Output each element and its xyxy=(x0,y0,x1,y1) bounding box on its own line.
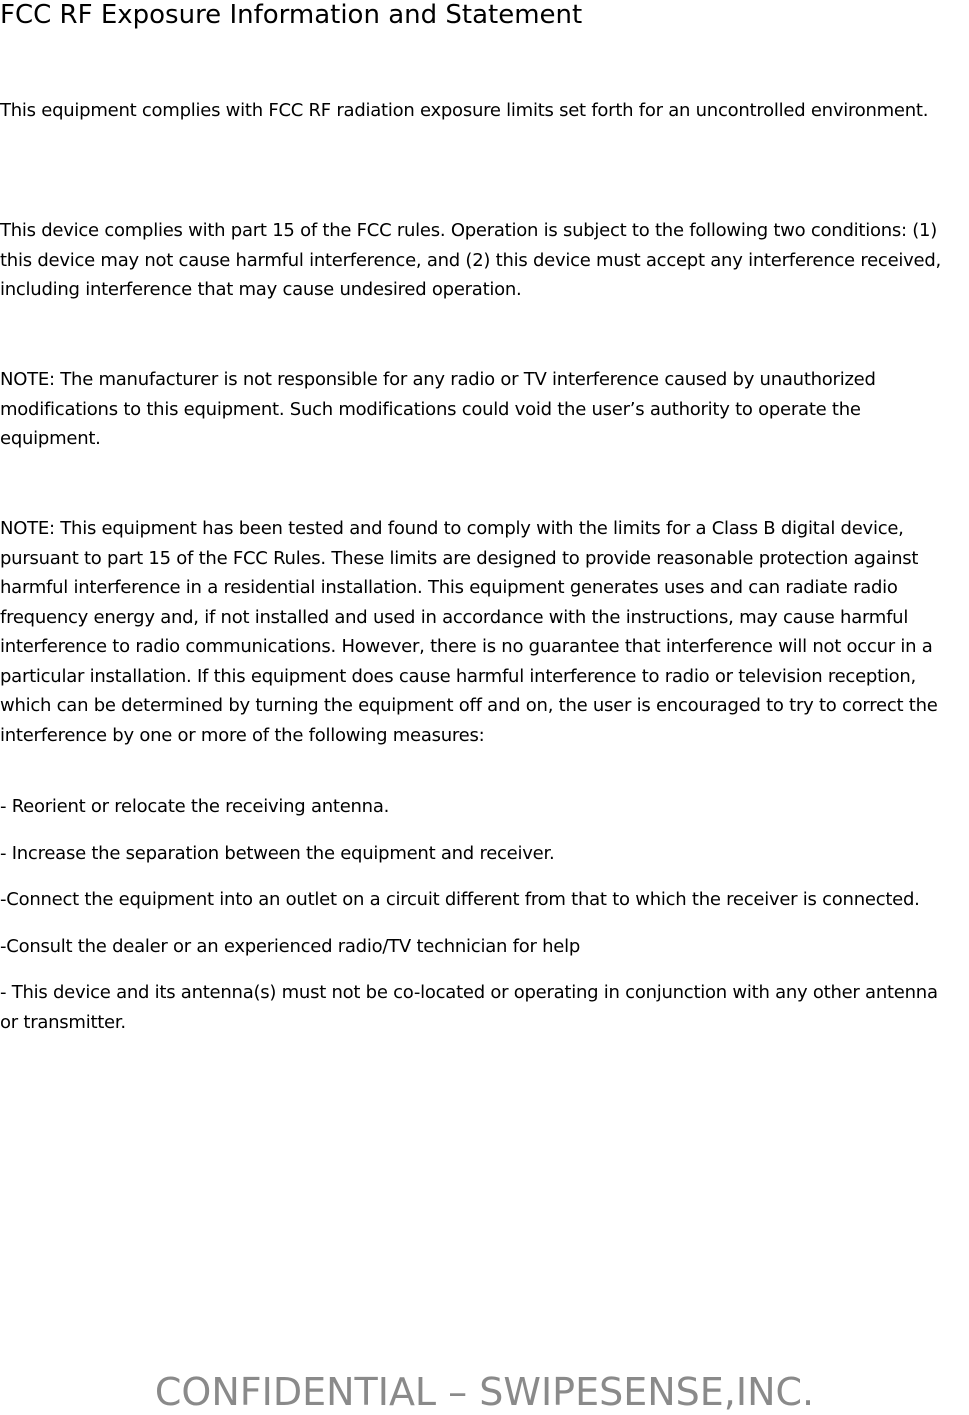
list-item: - Increase the separation between the equipment and receiver. xyxy=(0,842,555,864)
page-title: FCC RF Exposure Information and Statement xyxy=(0,0,583,30)
list-item: -Connect the equipment into an outlet on a circuit different from that to which the receiver is connected. xyxy=(0,889,920,910)
class-b-note-paragraph: NOTE: This equipment has been tested and found to comply with the limits for a Class B digital device, pursuant to part 15 of the FCC Rules. These limits are designed to provide reasonable protection against harmful interference in a residential installation. This equipment generates uses and can radiate radio frequency energy and, if not installed and used in accordance with the instructions, may cause harmful interference to radio communications. However, there is no guarantee that interference will not occur in a particular installation. If this equipment does cause harmful interference to radio or television reception, which can be determined by turning the equipment off and on, the user is encouraged to try to correct the interference by one or more of the following measures: xyxy=(0,518,938,746)
modifications-note-paragraph: NOTE: The manufacturer is not responsible for any radio or TV interference caused by unauthorized modifications to this equipment. Such modifications could void the user’s authority to operate the equipment. xyxy=(0,369,876,449)
list-item: - This device and its antenna(s) must not be co-located or operating in conjunction with any other antenna or transmitter. xyxy=(0,982,938,1033)
list-item: -Consult the dealer or an experienced radio/TV technician for help xyxy=(0,935,580,957)
part15-conditions-paragraph: This device complies with part 15 of the FCC rules. Operation is subject to the following two conditions: (1) this device may not cause harmful interference, and (2) this device must accept any interference received, including interference that may cause undesired operation. xyxy=(0,220,942,300)
list-item: - Reorient or relocate the receiving antenna. xyxy=(0,796,390,817)
exposure-compliance-paragraph: This equipment complies with FCC RF radiation exposure limits set forth for an uncontrolled environment. xyxy=(0,100,929,121)
measures-list xyxy=(0,792,960,1054)
confidential-footer: CONFIDENTIAL – SWIPESENSE,INC. xyxy=(154,1370,815,1414)
